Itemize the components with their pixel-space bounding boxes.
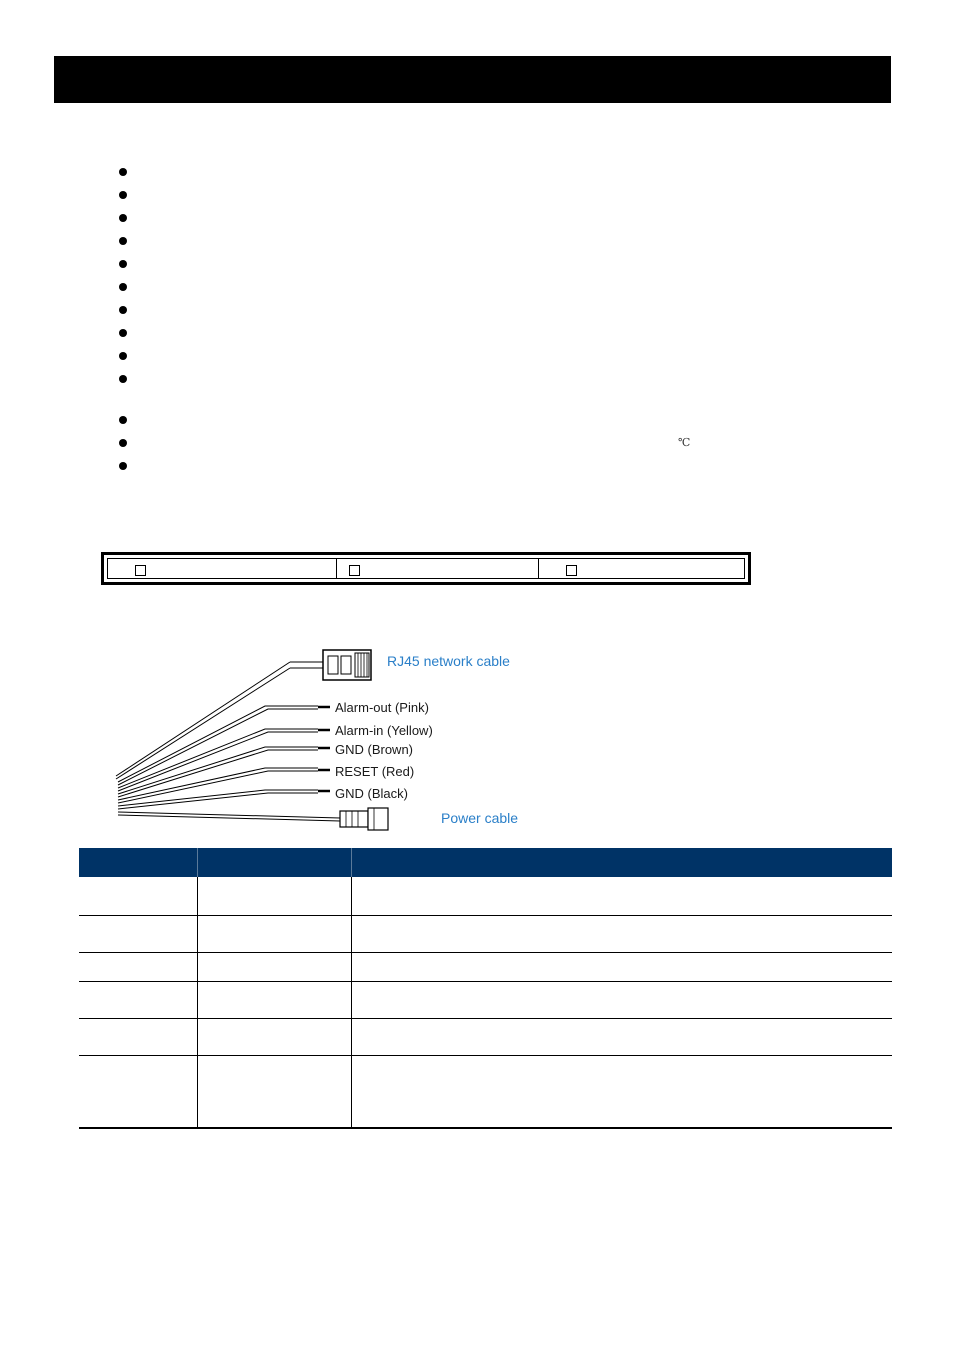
- option-checkbox-3[interactable]: [566, 565, 577, 576]
- degree-symbol: ℃: [678, 437, 691, 449]
- pin-definition-table: [79, 848, 892, 1129]
- table-cell: [79, 1018, 197, 1055]
- list-bullet: [119, 168, 127, 176]
- table-cell: [79, 952, 197, 981]
- table-cell: [197, 1018, 351, 1055]
- list-bullet: [119, 260, 127, 268]
- table-header-cell: [197, 848, 351, 877]
- label-rj45-network-cable: RJ45 network cable: [387, 653, 510, 669]
- table-row: [79, 915, 892, 952]
- table-cell: [351, 981, 892, 1018]
- table-row: [79, 877, 892, 915]
- table-header-cell: [79, 848, 197, 877]
- label-alarm-in: Alarm-in (Yellow): [335, 723, 433, 738]
- table-cell: [197, 952, 351, 981]
- table-cell: [79, 877, 197, 915]
- cable-diagram-svg: [110, 640, 550, 840]
- table-cell: [351, 1018, 892, 1055]
- table-cell: [79, 1055, 197, 1128]
- table-row: [79, 1018, 892, 1055]
- label-alarm-out: Alarm-out (Pink): [335, 700, 429, 715]
- list-bullet: [119, 329, 127, 337]
- wire-bundle: [116, 662, 340, 821]
- table-header-cell: [351, 848, 892, 877]
- table-cell: [197, 1055, 351, 1128]
- list-bullet: [119, 283, 127, 291]
- list-bullet: [119, 306, 127, 314]
- table-row: [79, 952, 892, 981]
- model-option-box: [101, 552, 751, 585]
- list-bullet: [119, 375, 127, 383]
- table-cell: [197, 877, 351, 915]
- option-checkbox-1[interactable]: [135, 565, 146, 576]
- table-cell: [197, 981, 351, 1018]
- table-cell: [351, 915, 892, 952]
- table-cell: [351, 1055, 892, 1128]
- wire-end-ticks: [318, 707, 330, 791]
- list-bullet: [119, 439, 127, 447]
- rj45-connector-icon: [290, 650, 371, 680]
- option-box-inner: [107, 558, 745, 579]
- cable-diagram: [110, 640, 550, 840]
- table-cell: [351, 877, 892, 915]
- power-plug-icon: [340, 808, 388, 830]
- list-bullet: [119, 237, 127, 245]
- list-bullet: [119, 352, 127, 360]
- label-reset: RESET (Red): [335, 764, 415, 779]
- list-bullet: [119, 214, 127, 222]
- list-bullet: [119, 191, 127, 199]
- option-divider: [538, 559, 539, 578]
- table-header-row: [79, 848, 892, 877]
- list-bullet: [119, 462, 127, 470]
- table-cell: [351, 952, 892, 981]
- label-gnd-black: GND (Black): [335, 786, 408, 801]
- table-row: [79, 1055, 892, 1128]
- table-cell: [197, 915, 351, 952]
- label-power-cable: Power cable: [441, 810, 519, 826]
- table-row: [79, 981, 892, 1018]
- option-checkbox-2[interactable]: [349, 565, 360, 576]
- option-divider: [336, 559, 337, 578]
- list-bullet: [119, 416, 127, 424]
- table-cell: [79, 981, 197, 1018]
- table-cell: [79, 915, 197, 952]
- section-header-bar: [54, 56, 891, 103]
- label-gnd-brown: GND (Brown): [335, 742, 414, 757]
